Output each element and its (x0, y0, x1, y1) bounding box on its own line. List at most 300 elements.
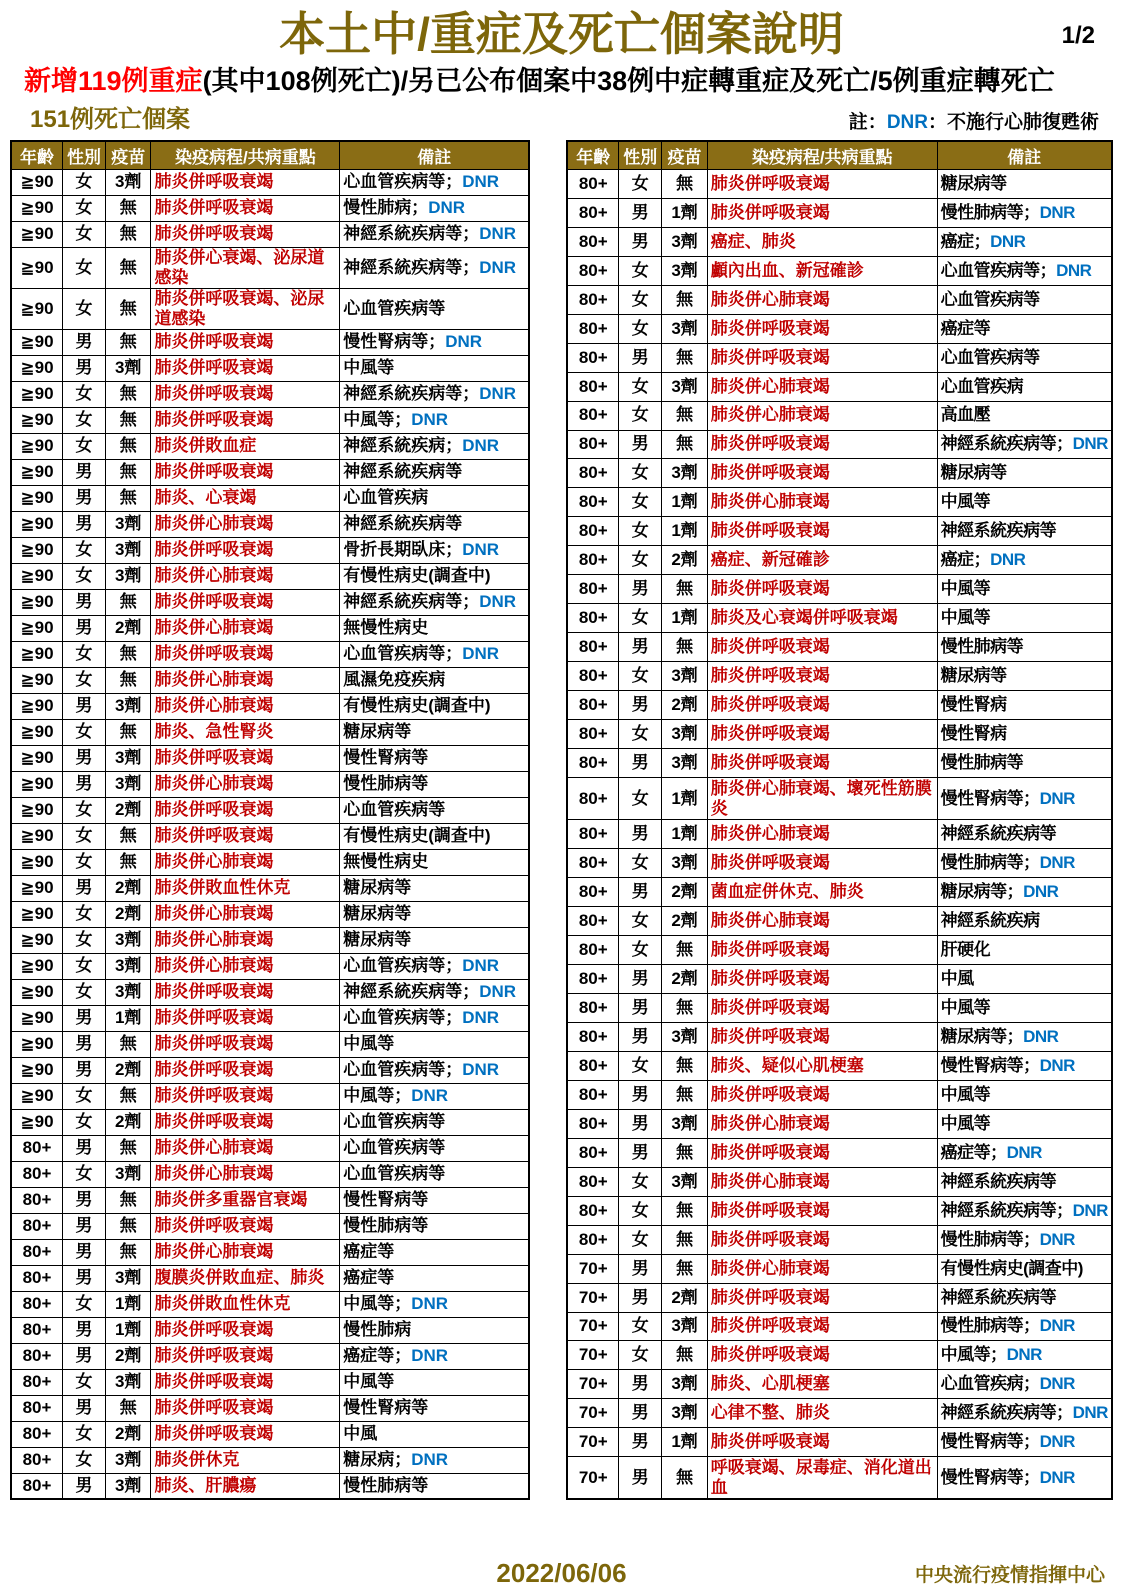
note-cell: 有慢性病史(調查中) (340, 823, 530, 849)
case-row (11, 745, 529, 771)
note-cell: 無慢性病史 (340, 849, 530, 875)
vaccine-cell: 無 (106, 329, 151, 355)
sex-cell: 女 (619, 1167, 662, 1196)
vaccine-cell: 3劑 (106, 1369, 151, 1395)
subtitle (0, 61, 1123, 97)
course-cell: 肺炎併心肺衰竭 (707, 285, 937, 314)
note-cell: 心血管疾病；DNR (937, 1370, 1112, 1399)
note-cell: 有慢性病史(調查中) (340, 693, 530, 719)
vaccine-cell: 無 (662, 1080, 707, 1109)
vaccine-cell: 3劑 (662, 314, 707, 343)
age-cell: ≧90 (11, 693, 62, 719)
course-cell: 肺炎併心肺衰竭 (707, 906, 937, 935)
vaccine-cell: 無 (106, 719, 151, 745)
note-cell: 糖尿病等 (340, 901, 530, 927)
course-cell: 肺炎併心肺衰竭 (151, 849, 340, 875)
dnr-label: DNR (411, 1086, 449, 1106)
case-row (567, 575, 1112, 604)
note-cell: 慢性肺病等 (340, 1473, 530, 1499)
sex-cell: 男 (619, 1283, 662, 1312)
course-cell: 癌症、新冠確診 (707, 546, 937, 575)
age-cell: 80+ (11, 1317, 62, 1343)
note-cell: 中風等 (340, 1369, 530, 1395)
case-row (567, 720, 1112, 749)
vaccine-cell: 3劑 (662, 1167, 707, 1196)
course-cell: 肺炎併呼吸衰竭 (151, 537, 340, 563)
course-cell: 肺炎併心肺衰竭 (151, 1135, 340, 1161)
vaccine-cell: 1劑 (106, 1291, 151, 1317)
course-cell: 肺炎併心肺衰竭 (707, 1109, 937, 1138)
sex-cell: 男 (62, 875, 105, 901)
sex-cell: 女 (619, 546, 662, 575)
course-cell: 肺炎併心肺衰竭 (151, 1239, 340, 1265)
age-cell: ≧90 (11, 1057, 62, 1083)
footer (0, 1558, 1123, 1589)
note-cell: 中風等；DNR (340, 407, 530, 433)
sex-cell: 女 (62, 1447, 105, 1473)
vaccine-cell: 3劑 (662, 720, 707, 749)
vaccine-cell: 3劑 (106, 979, 151, 1005)
vaccine-cell: 無 (662, 401, 707, 430)
case-row (567, 1022, 1112, 1051)
note-cell: 糖尿病等 (937, 662, 1112, 691)
note-cell: 神經系統疾病等；DNR (937, 430, 1112, 459)
vaccine-cell: 3劑 (662, 1022, 707, 1051)
note-cell: 心血管疾病 (340, 485, 530, 511)
age-cell: ≧90 (11, 797, 62, 823)
vaccine-cell: 無 (106, 195, 151, 221)
vaccine-cell: 無 (106, 433, 151, 459)
case-row (567, 256, 1112, 285)
note-cell: 神經系統疾病；DNR (340, 433, 530, 459)
note-cell: 神經系統疾病等；DNR (340, 381, 530, 407)
sex-cell: 女 (62, 195, 105, 221)
age-cell: 80+ (567, 1225, 618, 1254)
vaccine-cell: 無 (662, 993, 707, 1022)
case-row (11, 797, 529, 823)
case-row (567, 430, 1112, 459)
course-cell: 肺炎併休克 (151, 1447, 340, 1473)
note-cell: 糖尿病等 (340, 927, 530, 953)
column-header-vaccine: 疫苗 (662, 141, 707, 169)
vaccine-cell: 3劑 (106, 1265, 151, 1291)
case-row (11, 1109, 529, 1135)
dnr-label: DNR (1039, 1316, 1075, 1336)
sex-cell: 男 (619, 691, 662, 720)
age-cell: ≧90 (11, 1083, 62, 1109)
vaccine-cell: 3劑 (106, 1161, 151, 1187)
age-cell: 80+ (567, 1167, 618, 1196)
course-cell: 肺炎併呼吸衰竭 (151, 979, 340, 1005)
note-cell: 神經系統疾病等；DNR (340, 247, 530, 288)
dnr-label: DNR (1039, 1432, 1075, 1452)
note-cell: 中風等；DNR (937, 1341, 1112, 1370)
case-row (567, 1428, 1112, 1457)
age-cell: 80+ (567, 285, 618, 314)
vaccine-cell: 無 (662, 1051, 707, 1080)
course-cell: 肺炎併心肺衰竭、壞死性筋膜炎 (707, 778, 937, 820)
course-cell: 肺炎併呼吸衰竭 (707, 198, 937, 227)
course-cell: 肺炎併呼吸衰竭 (151, 381, 340, 407)
age-cell: 80+ (567, 227, 618, 256)
note-cell: 中風等 (937, 1109, 1112, 1138)
dnr-note-prefix: 註： (848, 112, 887, 134)
note-cell: 癌症等；DNR (340, 1343, 530, 1369)
case-row (567, 820, 1112, 849)
vaccine-cell: 1劑 (662, 820, 707, 849)
course-cell: 肺炎、心肌梗塞 (707, 1370, 937, 1399)
note-cell: 中風等 (937, 488, 1112, 517)
sex-cell: 男 (62, 1031, 105, 1057)
case-row (11, 1421, 529, 1447)
vaccine-cell: 1劑 (106, 1317, 151, 1343)
case-row (11, 1291, 529, 1317)
sex-cell: 女 (62, 1291, 105, 1317)
course-cell: 肺炎併心肺衰竭 (707, 372, 937, 401)
sex-cell: 女 (62, 823, 105, 849)
age-cell: ≧90 (11, 288, 62, 329)
case-row (567, 517, 1112, 546)
note-cell: 中風 (340, 1421, 530, 1447)
dnr-note (849, 107, 1099, 134)
case-row (567, 459, 1112, 488)
course-cell: 肺炎併心肺衰竭 (151, 667, 340, 693)
case-row (567, 198, 1112, 227)
sex-cell: 女 (619, 1225, 662, 1254)
case-row (567, 1254, 1112, 1283)
note-cell: 神經系統疾病等；DNR (937, 1399, 1112, 1428)
sex-cell: 男 (619, 1080, 662, 1109)
vaccine-cell: 2劑 (662, 1283, 707, 1312)
age-cell: 80+ (567, 749, 618, 778)
case-row (11, 459, 529, 485)
course-cell: 癌症、肺炎 (707, 227, 937, 256)
case-row (11, 875, 529, 901)
note-cell: 中風等；DNR (340, 1083, 530, 1109)
case-row (11, 537, 529, 563)
note-cell: 癌症等 (937, 314, 1112, 343)
sex-cell: 女 (62, 563, 105, 589)
case-row (11, 247, 529, 288)
vaccine-cell: 無 (106, 589, 151, 615)
case-row (567, 1196, 1112, 1225)
dnr-label: DNR (428, 198, 466, 218)
course-cell: 肺炎、心衰竭 (151, 485, 340, 511)
age-cell: ≧90 (11, 953, 62, 979)
case-row (567, 1283, 1112, 1312)
sex-cell: 女 (62, 1083, 105, 1109)
note-cell: 慢性腎病等；DNR (937, 1051, 1112, 1080)
note-cell: 糖尿病等 (937, 459, 1112, 488)
note-cell: 神經系統疾病等；DNR (340, 979, 530, 1005)
sex-cell: 女 (62, 1421, 105, 1447)
sex-cell: 男 (62, 1473, 105, 1499)
dnr-label: DNR (1023, 881, 1059, 901)
dnr-label: DNR (462, 540, 500, 560)
sex-cell: 男 (619, 1428, 662, 1457)
vaccine-cell: 無 (106, 247, 151, 288)
vaccine-cell: 2劑 (106, 1421, 151, 1447)
vaccine-cell: 3劑 (662, 459, 707, 488)
column-header-note: 備註 (340, 141, 530, 169)
age-cell: ≧90 (11, 719, 62, 745)
sex-cell: 女 (62, 407, 105, 433)
age-cell: 80+ (11, 1239, 62, 1265)
case-row (11, 195, 529, 221)
dnr-note-suffix: ：不施行心肺復甦術 (927, 112, 1099, 134)
vaccine-cell: 1劑 (662, 488, 707, 517)
case-row (567, 964, 1112, 993)
note-cell: 慢性肺病等；DNR (937, 1312, 1112, 1341)
sex-cell: 女 (619, 935, 662, 964)
vaccine-cell: 無 (106, 1239, 151, 1265)
sex-cell: 男 (619, 1254, 662, 1283)
sex-cell: 女 (619, 372, 662, 401)
sex-cell: 男 (619, 964, 662, 993)
course-cell: 肺炎併呼吸衰竭 (707, 1312, 937, 1341)
note-cell: 神經系統疾病等 (340, 459, 530, 485)
age-cell: 70+ (567, 1312, 618, 1341)
sex-cell: 女 (62, 1109, 105, 1135)
age-cell: 80+ (567, 906, 618, 935)
age-cell: ≧90 (11, 537, 62, 563)
age-cell: ≧90 (11, 247, 62, 288)
course-cell: 肺炎併呼吸衰竭 (707, 849, 937, 878)
column-header-sex: 性別 (619, 141, 662, 169)
case-row (11, 693, 529, 719)
sex-cell: 男 (62, 745, 105, 771)
case-row (11, 355, 529, 381)
age-cell: ≧90 (11, 1031, 62, 1057)
note-cell: 神經系統疾病等；DNR (937, 1196, 1112, 1225)
age-cell: 80+ (567, 1196, 618, 1225)
case-row (567, 169, 1112, 198)
sex-cell: 男 (62, 1265, 105, 1291)
age-cell: 80+ (567, 314, 618, 343)
course-cell: 肺炎併呼吸衰竭 (151, 195, 340, 221)
vaccine-cell: 無 (662, 285, 707, 314)
vaccine-cell: 2劑 (662, 546, 707, 575)
case-row (11, 1395, 529, 1421)
note-cell: 神經系統疾病等 (340, 511, 530, 537)
case-row (11, 1447, 529, 1473)
note-cell: 心血管疾病等；DNR (340, 1057, 530, 1083)
vaccine-cell: 無 (662, 343, 707, 372)
age-cell: 70+ (567, 1254, 618, 1283)
note-cell: 神經系統疾病等 (937, 1283, 1112, 1312)
sex-cell: 男 (62, 1213, 105, 1239)
note-cell: 慢性肺病 (340, 1317, 530, 1343)
sex-cell: 女 (62, 719, 105, 745)
age-cell: 80+ (11, 1291, 62, 1317)
case-row (11, 1369, 529, 1395)
case-row (11, 1083, 529, 1109)
age-cell: ≧90 (11, 979, 62, 1005)
course-cell: 肺炎併呼吸衰竭 (707, 1022, 937, 1051)
course-cell: 菌血症併休克、肺炎 (707, 877, 937, 906)
dnr-label: DNR (411, 1346, 449, 1366)
case-row (567, 778, 1112, 820)
note-cell: 糖尿病等 (340, 719, 530, 745)
case-row (567, 372, 1112, 401)
vaccine-cell: 2劑 (106, 1057, 151, 1083)
course-cell: 肺炎併心肺衰竭 (707, 820, 937, 849)
course-cell: 肺炎併呼吸衰竭 (707, 430, 937, 459)
vaccine-cell: 2劑 (662, 877, 707, 906)
vaccine-cell: 3劑 (662, 662, 707, 691)
note-cell: 肝硬化 (937, 935, 1112, 964)
age-cell: 70+ (567, 1283, 618, 1312)
sex-cell: 女 (619, 662, 662, 691)
sex-cell: 男 (62, 589, 105, 615)
sex-cell: 男 (619, 877, 662, 906)
age-cell: 80+ (567, 1022, 618, 1051)
vaccine-cell: 3劑 (662, 372, 707, 401)
vaccine-cell: 無 (106, 1135, 151, 1161)
note-cell: 心血管疾病等 (340, 1135, 530, 1161)
note-cell: 神經系統疾病等；DNR (340, 221, 530, 247)
age-cell: ≧90 (11, 169, 62, 195)
vaccine-cell: 無 (106, 667, 151, 693)
course-cell: 肺炎併心肺衰竭 (151, 615, 340, 641)
age-cell: ≧90 (11, 407, 62, 433)
sex-cell: 男 (619, 993, 662, 1022)
case-row (11, 953, 529, 979)
dnr-label: DNR (990, 550, 1026, 570)
course-cell: 肺炎併呼吸衰竭 (151, 1109, 340, 1135)
sex-cell: 女 (62, 979, 105, 1005)
age-cell: ≧90 (11, 901, 62, 927)
course-cell: 肺炎併呼吸衰竭 (707, 1196, 937, 1225)
note-cell: 癌症等 (340, 1239, 530, 1265)
sex-cell: 女 (62, 169, 105, 195)
course-cell: 肺炎併呼吸衰竭 (151, 1343, 340, 1369)
age-cell: 80+ (567, 1080, 618, 1109)
case-row (11, 381, 529, 407)
note-cell: 癌症；DNR (937, 546, 1112, 575)
course-cell: 腹膜炎併敗血症、肺炎 (151, 1265, 340, 1291)
sex-cell: 男 (62, 1005, 105, 1031)
page-number: 1/2 (1061, 22, 1095, 49)
vaccine-cell: 無 (662, 1341, 707, 1370)
case-row (567, 488, 1112, 517)
age-cell: 80+ (567, 372, 618, 401)
course-cell: 肺炎併呼吸衰竭 (707, 749, 937, 778)
age-cell: 70+ (567, 1370, 618, 1399)
note-cell: 無慢性病史 (340, 615, 530, 641)
note-cell: 風濕免疫疾病 (340, 667, 530, 693)
sex-cell: 女 (619, 314, 662, 343)
dnr-label: DNR (1039, 202, 1075, 222)
sex-cell: 男 (62, 511, 105, 537)
age-cell: ≧90 (11, 485, 62, 511)
vaccine-cell: 無 (662, 169, 707, 198)
age-cell: ≧90 (11, 589, 62, 615)
case-row (11, 719, 529, 745)
sex-cell: 男 (619, 343, 662, 372)
sex-cell: 男 (619, 1370, 662, 1399)
age-cell: 80+ (567, 691, 618, 720)
case-tables (0, 140, 1123, 1500)
note-cell: 慢性肺病；DNR (340, 195, 530, 221)
sex-cell: 男 (62, 485, 105, 511)
age-cell: 70+ (567, 1457, 618, 1500)
sex-cell: 男 (619, 1399, 662, 1428)
age-cell: ≧90 (11, 459, 62, 485)
case-row (567, 1138, 1112, 1167)
vaccine-cell: 3劑 (106, 563, 151, 589)
course-cell: 肺炎併心肺衰竭 (151, 953, 340, 979)
sex-cell: 男 (62, 459, 105, 485)
course-cell: 肺炎併呼吸衰竭、泌尿道感染 (151, 288, 340, 329)
note-cell: 神經系統疾病等 (937, 517, 1112, 546)
vaccine-cell: 無 (106, 1187, 151, 1213)
note-cell: 心血管疾病等；DNR (340, 953, 530, 979)
vaccine-cell: 3劑 (662, 1312, 707, 1341)
age-cell: 70+ (567, 1341, 618, 1370)
note-cell: 慢性腎病等；DNR (340, 329, 530, 355)
sex-cell: 男 (619, 1022, 662, 1051)
course-cell: 肺炎併心肺衰竭 (151, 927, 340, 953)
course-cell: 肺炎併呼吸衰竭 (151, 745, 340, 771)
case-row (11, 288, 529, 329)
case-row (11, 589, 529, 615)
age-cell: 80+ (567, 964, 618, 993)
case-row (567, 401, 1112, 430)
vaccine-cell: 3劑 (106, 693, 151, 719)
age-cell: 80+ (11, 1213, 62, 1239)
course-cell: 肺炎併心肺衰竭 (151, 901, 340, 927)
age-cell: ≧90 (11, 1109, 62, 1135)
note-cell: 心血管疾病等；DNR (340, 1005, 530, 1031)
note-cell: 心血管疾病等 (340, 1109, 530, 1135)
course-cell: 肺炎併心肺衰竭 (707, 488, 937, 517)
sex-cell: 女 (62, 381, 105, 407)
age-cell: 80+ (567, 488, 618, 517)
note-cell: 骨折長期臥床；DNR (340, 537, 530, 563)
case-row (11, 849, 529, 875)
death-count-label: 151例死亡個案 (30, 106, 191, 134)
course-cell: 肺炎併敗血性休克 (151, 1291, 340, 1317)
course-cell: 肺炎併呼吸衰竭 (707, 1428, 937, 1457)
case-row (567, 1370, 1112, 1399)
course-cell: 肺炎併呼吸衰竭 (707, 343, 937, 372)
course-cell: 呼吸衰竭、尿毒症、消化道出血 (707, 1457, 937, 1500)
course-cell: 肺炎併敗血症 (151, 433, 340, 459)
age-cell: 80+ (567, 459, 618, 488)
note-cell: 慢性腎病等 (340, 745, 530, 771)
dnr-label: DNR (1023, 1026, 1059, 1046)
note-cell: 中風等 (937, 993, 1112, 1022)
course-cell: 肺炎併呼吸衰竭 (707, 575, 937, 604)
note-cell: 神經系統疾病等；DNR (340, 589, 530, 615)
course-cell: 肺炎併心肺衰竭 (151, 511, 340, 537)
sex-cell: 男 (62, 1187, 105, 1213)
dnr-label: DNR (479, 257, 517, 277)
sex-cell: 女 (62, 288, 105, 329)
note-cell: 神經系統疾病等 (937, 1167, 1112, 1196)
course-cell: 肺炎併呼吸衰竭 (151, 1369, 340, 1395)
dnr-label: DNR (411, 1294, 449, 1314)
course-cell: 肺炎併呼吸衰竭 (707, 720, 937, 749)
vaccine-cell: 無 (106, 641, 151, 667)
note-cell: 癌症；DNR (937, 227, 1112, 256)
course-cell: 肺炎、急性腎炎 (151, 719, 340, 745)
sex-cell: 男 (62, 355, 105, 381)
age-cell: ≧90 (11, 745, 62, 771)
header-row (567, 141, 1112, 169)
age-cell: ≧90 (11, 875, 62, 901)
